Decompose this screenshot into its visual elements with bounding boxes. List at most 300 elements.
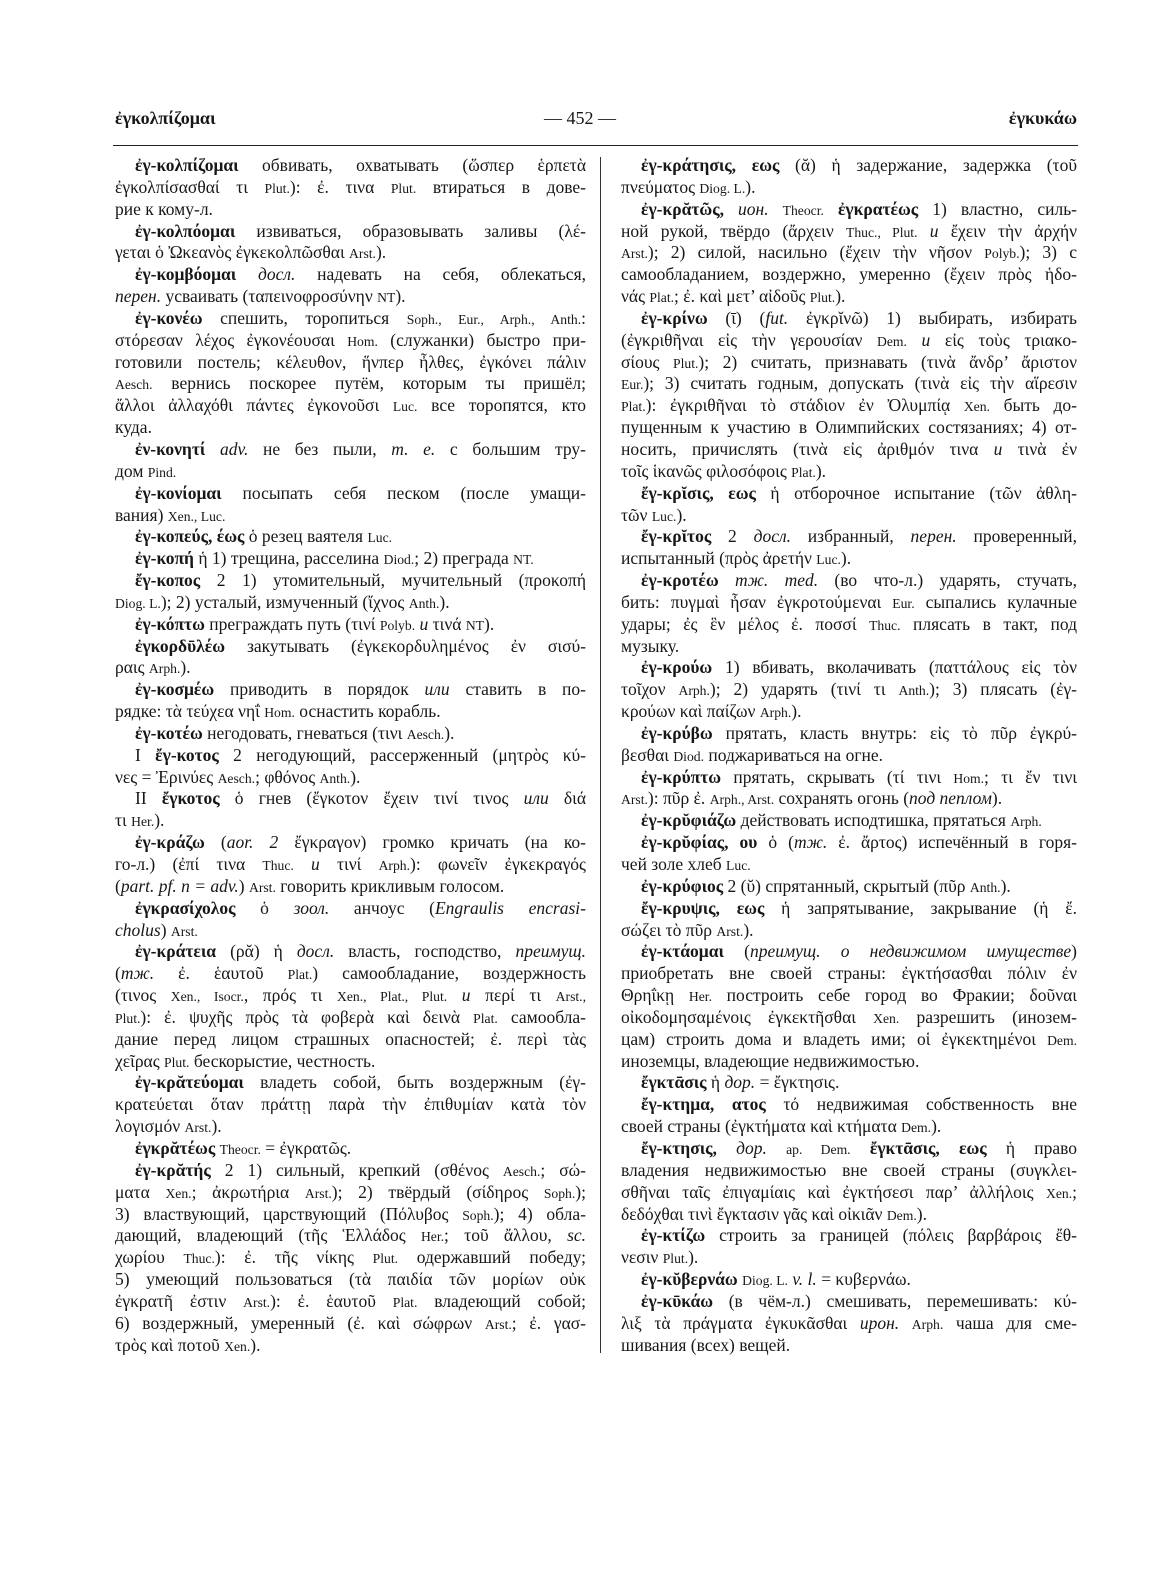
definition-text: ).: [395, 286, 406, 307]
text-line: [115, 832, 586, 854]
definition-text: все торопятся, кто: [417, 395, 587, 416]
source-abbreviation: Soph.: [462, 1207, 494, 1223]
definition-text: избранный,: [790, 526, 911, 547]
headword: ἐγ-κρύφιος: [641, 875, 724, 896]
text-line: [621, 1138, 1077, 1160]
header-rule: [113, 145, 1078, 146]
definition-text: [717, 1138, 736, 1158]
source-abbreviation: Xen., Plat., Plut.: [336, 989, 448, 1005]
definition-text: втираться в дове-: [416, 176, 586, 197]
dictionary-entry: [115, 155, 586, 221]
text-line: [115, 592, 586, 614]
text-line: [621, 963, 1077, 985]
definition-text: ; φθόνος: [255, 766, 320, 787]
definition-text: Θρηΐκῃ: [621, 985, 689, 1006]
source-abbreviation: Dem.: [886, 1207, 917, 1223]
definition-text: (ρᾰ) ἡ: [216, 941, 297, 962]
definition-text: сыпались кулачные: [914, 591, 1077, 612]
source-abbreviation: Plat.: [473, 1010, 498, 1026]
headword: ἐγ-κράτησις, εως: [641, 155, 780, 175]
dictionary-entry: [115, 483, 586, 527]
definition-text: ; ἐ. καὶ μετ’ αἰδοῦς: [674, 286, 810, 307]
text-line: [621, 199, 1077, 221]
dictionary-entry: [621, 1269, 1077, 1291]
definition-text: разрешить (инозем-: [899, 1006, 1077, 1027]
definition-text: ).: [1000, 875, 1011, 896]
definition-text: πνεύματος: [621, 176, 700, 197]
text-line: [621, 1116, 1077, 1138]
text-line: [621, 701, 1077, 723]
dictionary-entry: [115, 570, 586, 614]
definition-text: δεδόχθαι τινὶ ἔγκτασιν γᾶς καὶ οἰκιᾶν: [621, 1203, 887, 1224]
definition-text: ставить в по-: [449, 679, 586, 700]
definition-text: ): [160, 919, 171, 940]
definition-text: τι: [115, 810, 132, 831]
text-line: [115, 570, 586, 592]
text-line: [115, 526, 586, 548]
text-line: [115, 417, 586, 439]
text-line: [115, 679, 586, 701]
source-abbreviation: Arph.: [378, 858, 411, 873]
text-line: [115, 461, 586, 483]
source-abbreviation: Theocr.: [219, 1141, 261, 1157]
dictionary-entry: [621, 1072, 1077, 1094]
dictionary-entry: [621, 767, 1077, 811]
text-line: [115, 854, 586, 876]
definition-text: ὁ резец ваятеля: [244, 526, 368, 547]
definition-text: [724, 199, 738, 219]
text-line: [621, 461, 1077, 483]
dictionary-entry: [621, 1094, 1077, 1138]
source-abbreviation: Her.: [131, 814, 155, 830]
definition-text: [769, 199, 783, 219]
definition-text: прятать, скрывать (τί τινι: [721, 766, 954, 787]
definition-text: ); 3) считать годным, допускать (τινὰ εἰς τὴν αἵρεσιν: [643, 373, 1077, 394]
text-line: [115, 330, 586, 352]
italic-label: зоол.: [293, 897, 330, 918]
definition-text: ἔχειν τὴν ἀρχήν: [938, 220, 1078, 241]
text-line: [115, 1029, 586, 1051]
definition-text: приобретать вне своей страны: ἐγκτήσασθαι πόλιν ἐν: [621, 963, 1077, 984]
source-abbreviation: Plut.: [673, 355, 699, 371]
definition-text: [824, 199, 838, 219]
column-divider: [600, 157, 601, 1353]
source-abbreviation: Diog. L.: [699, 180, 746, 196]
definition-text: ; ἐ. γασ-: [511, 1312, 587, 1333]
headword: ἐγ-κόπτω: [135, 613, 205, 634]
definition-text: ).: [688, 1247, 699, 1268]
definition-text: ; τοῦ ἄλλου,: [444, 1225, 568, 1246]
italic-label: Engraulis encrasi-: [434, 897, 586, 918]
definition-text: ); 3) с: [1019, 242, 1077, 263]
dictionary-entry: [621, 570, 1077, 657]
definition-text: ); 2) усталый, измученный (ἴχνος: [160, 591, 409, 612]
left-column: [115, 155, 586, 1356]
definition-text: ἐ. ἄρτος) испечённый в горя-: [827, 832, 1078, 853]
source-abbreviation: Arst.: [621, 792, 648, 808]
headword: ἐγ-κοπή: [135, 548, 194, 569]
text-line: [115, 1204, 586, 1226]
source-abbreviation: Xen., Luc.: [167, 508, 226, 524]
definition-text: ἡ запрятывание, закрывание (ἡ ἔ.: [764, 897, 1077, 918]
definition-text: εἰς τοὺς τριακο-: [930, 329, 1078, 350]
definition-text: (: [115, 963, 121, 984]
text-line: [621, 788, 1077, 810]
definition-text: [205, 439, 220, 459]
definition-text: ).: [439, 591, 450, 612]
definition-text: ): ἐ. τινα: [289, 176, 391, 197]
definition-text: испытанный (πρὸς ἀρετήν: [621, 548, 817, 569]
source-abbreviation: Xen.: [165, 1185, 192, 1201]
headword: ἔγκτᾱσις: [641, 1072, 707, 1093]
definition-text: закутывать (ἐγκεκορδυλημένος ἐν σισύ-: [225, 635, 586, 656]
source-abbreviation: Diog. L.: [115, 595, 161, 611]
definition-text: поджариваться на огне.: [704, 744, 884, 765]
dictionary-entry: [621, 308, 1077, 483]
definition-text: ): ἐ. ἑαυτοῦ: [270, 1290, 393, 1311]
text-line: [115, 242, 586, 264]
source-abbreviation: Aesch.: [217, 770, 256, 786]
text-line: [115, 177, 586, 199]
definition-text: (ᾰ) ἡ задержание, задержка (τοῦ: [779, 155, 1078, 175]
definition-text: γεται ὁ Ὠκεανὸς ἐγκεκολπῶσθαι: [115, 242, 350, 263]
definition-text: проверенный,: [956, 526, 1077, 547]
headword: ἐν-κονητί: [135, 438, 206, 459]
text-line: [621, 155, 1077, 177]
source-abbreviation: Arst.: [184, 1120, 212, 1136]
definition-text: ἡ 1) трещина, расселина: [193, 548, 384, 569]
italic-label: ирон.: [859, 1312, 900, 1333]
headword: ἐγ-κῠβερνάω: [641, 1269, 738, 1290]
definition-text: говорить крикливым голосом.: [275, 875, 505, 896]
text-line: [621, 1029, 1077, 1051]
source-abbreviation: Xen.: [963, 399, 990, 415]
source-abbreviation: Hom.: [347, 333, 378, 349]
source-abbreviation: Eur.: [892, 595, 915, 611]
definition-text: λογισμόν: [115, 1116, 185, 1137]
source-abbreviation: Plut.: [372, 1251, 399, 1267]
source-abbreviation: Plut.: [662, 1251, 689, 1267]
text-line: [115, 483, 586, 505]
text-line: [115, 264, 586, 286]
italic-label: и: [993, 438, 1003, 459]
source-abbreviation: Arst.: [304, 1185, 332, 1201]
source-abbreviation: Thuc.: [262, 858, 294, 873]
dictionary-entry: [115, 788, 586, 832]
source-abbreviation: Arst.: [170, 923, 198, 939]
definition-text: обвивать, охватывать (ὥσπερ ἑρπετὰ: [238, 155, 586, 175]
dictionary-entry: [115, 264, 586, 308]
dictionary-entry: [621, 1138, 1077, 1225]
source-abbreviation: Aesch.: [406, 726, 445, 742]
definition-text: ).: [154, 810, 165, 831]
definition-text: τρὸς καὶ ποτοῦ: [115, 1334, 225, 1355]
text-line: [115, 788, 586, 810]
italic-label: и: [921, 329, 931, 350]
definition-text: ἡ: [706, 1072, 725, 1093]
headword: ἐγ-κρύβω: [641, 722, 713, 743]
source-abbreviation: Diog. L.: [742, 1273, 788, 1289]
source-abbreviation: Luc.: [816, 552, 841, 568]
definition-text: λιξ τὰ πράγματα ἐγκυκᾶσθαι: [621, 1312, 860, 1333]
source-abbreviation: Aesch.: [115, 377, 153, 393]
text-line: [621, 876, 1077, 898]
headword: ἐγκρασίχολος: [135, 897, 236, 918]
definition-text: [236, 264, 258, 284]
dictionary-entry: [621, 1291, 1077, 1357]
definition-text: иноземцы, владеющие недвижимостью.: [621, 1050, 920, 1071]
italic-label: тж.: [120, 963, 155, 984]
definition-text: τοῖς ἱκανῶς φιλοσόφοις: [621, 460, 792, 481]
headword: ἐγκορδῡλέω: [135, 635, 226, 656]
source-abbreviation: NT: [465, 617, 484, 633]
text-line: [621, 483, 1077, 505]
definition-text: ) самообладание, воздержность: [312, 963, 586, 984]
source-abbreviation: Plat.: [392, 1294, 418, 1310]
dictionary-entry: [621, 199, 1077, 308]
text-line: [621, 1007, 1077, 1029]
source-abbreviation: Xen.: [224, 1338, 251, 1354]
italic-label: под пеплом: [909, 788, 992, 809]
definition-text: шивания (всех) вещей.: [621, 1334, 791, 1355]
definition-text: τῶν: [621, 504, 652, 525]
text-line: [621, 242, 1077, 264]
definition-text: τινὰ ἐν: [1002, 438, 1077, 459]
source-abbreviation: Polyb.: [379, 617, 416, 633]
text-line: [621, 1291, 1077, 1313]
definition-text: извиваться, образовывать заливы (λέ-: [235, 220, 586, 241]
source-abbreviation: Thuc.: [869, 617, 901, 633]
italic-label: досл.: [296, 941, 335, 962]
definition-text: ἡ отборочное испытание (τῶν ἀθλη-: [755, 482, 1077, 503]
text-line: [115, 373, 586, 395]
definition-text: (τινος: [115, 985, 171, 1006]
definition-text: τινά: [428, 613, 466, 634]
dictionary-entry: [621, 832, 1077, 876]
source-abbreviation: Plat.: [621, 399, 646, 415]
source-abbreviation: Luc.: [651, 508, 677, 524]
text-line: [621, 920, 1077, 942]
definition-text: ραις: [115, 657, 149, 678]
text-line: [115, 963, 586, 985]
headword: ἔγ-κρῐτος: [641, 526, 712, 547]
text-line: [115, 985, 586, 1007]
source-abbreviation: Thuc.: [183, 1251, 215, 1267]
source-abbreviation: Arph.: [678, 683, 710, 699]
definition-text: приводить в порядок: [214, 679, 425, 700]
headword: ἐγ-κτίζω: [641, 1225, 706, 1246]
definition-text: στόρεσαν λέχος ἐγκονέουσαι: [115, 329, 348, 350]
dictionary-entry: [621, 941, 1077, 1072]
headword: ἔγ-κρυψις, εως: [641, 897, 765, 918]
definition-text: (ἐγκριθῆναι εἰς τὴν γερουσίαν: [621, 329, 878, 350]
text-line: [621, 1204, 1077, 1226]
text-line: [115, 614, 586, 636]
text-line: [621, 723, 1077, 745]
dictionary-entry: [115, 832, 586, 898]
dictionary-entry: [115, 1072, 586, 1138]
source-abbreviation: Luc.: [726, 858, 751, 873]
text-line: [115, 920, 586, 942]
source-abbreviation: Anth.: [969, 879, 1001, 895]
text-line: [115, 1072, 586, 1094]
definition-text: (служанки) быстро при-: [377, 329, 586, 350]
definition-text: ).: [815, 460, 827, 481]
definition-text: цам) строить дома и владеть ими; οἱ ἐγκεκτημένοι: [621, 1028, 1048, 1049]
definition-text: ὁ (: [757, 832, 794, 853]
definition-text: ὁ гнев (ἔγκοτον ἔχειν τινί τινος: [219, 788, 524, 809]
definition-text: ): ἐ. ψυχῆς πρὸς τὰ φοβερὰ καὶ δεινὰ: [140, 1006, 474, 1027]
text-line: [621, 745, 1077, 767]
headword: ἐγ-κρῠφίας, ου: [641, 832, 758, 853]
headword: ἐγ-κῡκάω: [641, 1290, 714, 1311]
dictionary-entry: [115, 745, 586, 789]
definition-text: κρούων καὶ παίζων: [621, 701, 760, 722]
headword: ἐγκρατέως: [837, 198, 919, 219]
source-abbreviation: Dem.: [1047, 1032, 1077, 1048]
dictionary-entry: [621, 898, 1077, 942]
text-line: [115, 1007, 586, 1029]
definition-text: [447, 985, 462, 1005]
source-abbreviation: Arph.: [911, 1316, 944, 1332]
text-line: [621, 1160, 1077, 1182]
headword: ἐγ-κρᾰτῶς,: [641, 198, 724, 219]
definition-text: χεῖρας: [115, 1050, 165, 1071]
definition-text: ).: [375, 242, 387, 263]
text-line: [621, 330, 1077, 352]
source-abbreviation: Luc.: [392, 399, 418, 415]
definition-text: ἡ право: [986, 1137, 1078, 1158]
definition-text: 2 1) сильный, крепкий (σθένος: [210, 1159, 503, 1180]
definition-text: ἐγκρῐνῶ) 1) выбирать, избирать: [788, 307, 1077, 328]
definition-text: οἰκοδομησαμένοις ἐγκεκτῆσθαι: [621, 1006, 874, 1027]
text-line: [621, 177, 1077, 199]
source-abbreviation: Plut.: [809, 290, 836, 306]
definition-text: чей золе хлеб: [621, 854, 727, 874]
definition-text: ἄλλοι ἀλλαχόθι πάντες ἐγκονοῦσι: [115, 395, 393, 416]
text-line: [621, 614, 1077, 636]
source-abbreviation: Anth.: [319, 770, 351, 786]
headword: ἐγ-κρᾰτής: [135, 1159, 211, 1180]
text-line: [115, 876, 586, 898]
headword: ἐγ-κρίνω: [641, 307, 708, 328]
definition-text: куда.: [115, 417, 152, 438]
text-line: [621, 941, 1077, 963]
definition-text: ; τι ἔν τινι: [984, 766, 1077, 787]
text-line: [115, 352, 586, 374]
text-line: [621, 570, 1077, 592]
text-line: [621, 810, 1077, 832]
dictionary-entry: [115, 1138, 586, 1160]
source-abbreviation: Arst.: [349, 246, 376, 262]
source-abbreviation: Xen.: [873, 1010, 900, 1026]
definition-text: рие к кому-л.: [115, 198, 213, 219]
headword: ἐγ-κροτέω: [641, 570, 719, 591]
definition-text: одержавший победу;: [398, 1247, 586, 1268]
definition-text: ): [238, 875, 249, 896]
source-abbreviation: Arst.: [248, 879, 276, 895]
italic-label: fut.: [765, 307, 789, 328]
dictionary-entry: [115, 614, 586, 636]
definition-text: ; ἀκρωτήρια: [191, 1181, 305, 1202]
definition-text: ἐγκρατῆ ἐστιν: [115, 1290, 244, 1311]
headword: ἐγ-κοτέω: [135, 722, 203, 743]
definition-text: ἐ. ἑαυτοῦ: [154, 963, 288, 984]
definition-text: ной рукой, твёрдо (ἄρχειν: [621, 220, 847, 241]
text-line: [115, 548, 586, 570]
definition-text: ): φωνεῖν ἐγκεκραγός: [410, 854, 586, 874]
definition-text: спешить, торопиться: [202, 307, 407, 328]
text-line: [621, 657, 1077, 679]
text-line: [115, 1182, 586, 1204]
text-line: [115, 723, 586, 745]
dictionary-entry: [115, 636, 586, 680]
text-line: [621, 526, 1077, 548]
definition-text: ματα: [115, 1181, 166, 1202]
definition-text: 5) умеющий пользоваться (τὰ παιδία τῶν μορίων οὐκ: [115, 1269, 586, 1290]
definition-text: 2 1) утомительный, мучительный (προκοπή: [200, 570, 586, 591]
definition-text: ).: [840, 548, 852, 569]
dictionary-entry: [115, 941, 586, 1072]
italic-label: aor. 2: [226, 832, 279, 853]
text-line: [621, 1335, 1077, 1357]
definition-text: ; σώ-: [540, 1159, 586, 1180]
definition-text: (во что-л.) ударять, стучать,: [818, 570, 1077, 591]
definition-text: ).: [991, 788, 1003, 809]
text-line: [115, 308, 586, 330]
headword: ἔγ-κτησις,: [641, 1137, 717, 1158]
definition-text: διά: [548, 788, 586, 809]
definition-text: сохранять огонь (: [774, 788, 910, 809]
definition-text: (ῑ) (: [707, 307, 766, 328]
text-line: [621, 264, 1077, 286]
definition-text: ).: [791, 701, 802, 722]
text-line: [621, 505, 1077, 527]
italic-label: и: [419, 613, 429, 634]
source-abbreviation: Arst.: [716, 923, 744, 939]
definition-text: 6) воздержный, умеренный (ἐ. καὶ σώφρων: [115, 1312, 485, 1333]
text-line: [621, 1182, 1077, 1204]
definition-text: 1) вбивать, вколачивать (παττάλους εἰς τὸν: [712, 657, 1077, 678]
source-abbreviation: ap. Dem.: [786, 1141, 851, 1157]
text-line: [621, 395, 1077, 417]
source-abbreviation: Polyb.: [984, 246, 1020, 262]
text-line: [621, 1225, 1077, 1247]
definition-text: ); 2) силой, насильно (ἔχειν τὴν νῆσον: [647, 242, 985, 263]
dictionary-entry: [621, 1225, 1077, 1269]
definition-text: усваивать (ταπεινοφροσύνην: [161, 286, 378, 307]
definition-text: II: [135, 788, 162, 809]
source-abbreviation: Plut.: [115, 1010, 141, 1026]
definition-text: [899, 1313, 912, 1333]
definition-text: построить себе город во Фракии; δοῦναι: [711, 985, 1077, 1006]
text-line: [621, 1072, 1077, 1094]
text-line: [621, 1094, 1077, 1116]
definition-text: ;: [1072, 1181, 1077, 1202]
text-line: [621, 985, 1077, 1007]
italic-label: перен.: [910, 526, 957, 547]
italic-label: дор.: [736, 1137, 767, 1158]
italic-label: досл.: [753, 526, 791, 547]
definition-text: готовили постель; κέλευθον, ἥνπερ ἦλθες, ἐγκόνει πάλιν: [115, 351, 586, 372]
text-line: [115, 767, 586, 789]
definition-text: плясать в такт, под: [900, 613, 1077, 634]
source-abbreviation: Thuc., Plut.: [846, 224, 918, 240]
dictionary-entry: [621, 526, 1077, 570]
headword: ἔγ-κοτος: [155, 744, 219, 765]
source-abbreviation: Theocr.: [782, 202, 824, 218]
definition-text: ; 2) преграда: [414, 548, 514, 569]
